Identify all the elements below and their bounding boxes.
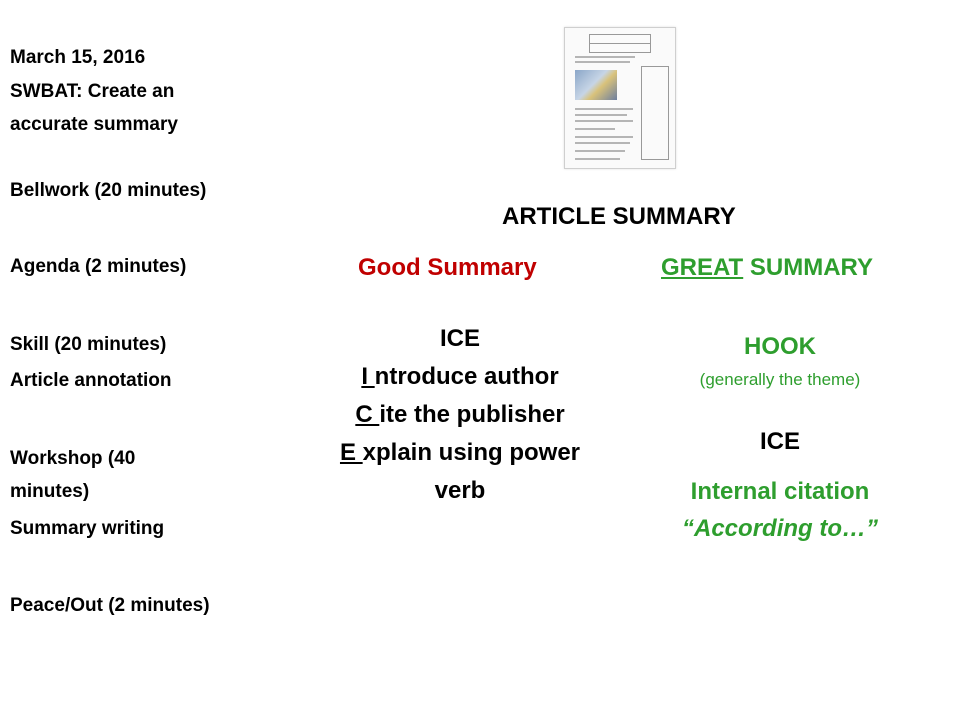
rest-cite: ite the publisher: [379, 401, 565, 428]
agenda-item-bellwork: Bellwork (20 minutes): [10, 180, 207, 201]
good-line-verb: verb: [434, 477, 486, 504]
letter-i: I: [361, 363, 375, 390]
good-summary-list: [300, 320, 620, 510]
great-summary-heading: [661, 254, 873, 282]
good-line-explain: [300, 434, 620, 472]
internal-citation-text: Internal citation: [690, 478, 870, 505]
hook-note: (generally the theme): [699, 370, 861, 389]
good-acronym: ICE: [439, 325, 480, 352]
agenda-item-skill: Skill (20 minutes): [10, 334, 167, 355]
hook-text: HOOK: [744, 333, 816, 360]
great-acronym: ICE: [759, 428, 800, 455]
date-text: March 15, 2016: [10, 47, 146, 68]
agenda-item-summary-writing: Summary writing: [10, 518, 165, 539]
agenda-item-agenda: Agenda (2 minutes): [10, 256, 187, 277]
letter-e: E: [339, 439, 363, 466]
objective-line-2: accurate summary: [10, 114, 178, 135]
good-line-cite: [300, 396, 620, 434]
rest-explain: xplain using power: [362, 439, 581, 466]
article-worksheet-thumbnail: [564, 27, 676, 169]
letter-c: C: [355, 401, 380, 428]
agenda-item-workshop-cont: minutes): [10, 481, 90, 502]
agenda-item-workshop: Workshop (40: [10, 448, 136, 469]
summary-word: SUMMARY: [743, 254, 873, 281]
agenda-item-peace-out: Peace/Out (2 minutes): [10, 595, 210, 616]
slide-title: ARTICLE SUMMARY: [502, 203, 736, 230]
good-summary-heading: Good Summary: [358, 254, 537, 281]
according-to-text: “According to…”: [682, 515, 878, 542]
objective-line-1: SWBAT: Create an: [10, 81, 175, 102]
agenda-item-article-annotation: Article annotation: [10, 370, 172, 391]
great-word: GREAT: [661, 254, 744, 281]
rest-introduce: ntroduce author: [374, 363, 559, 390]
good-line-introduce: [300, 358, 620, 396]
